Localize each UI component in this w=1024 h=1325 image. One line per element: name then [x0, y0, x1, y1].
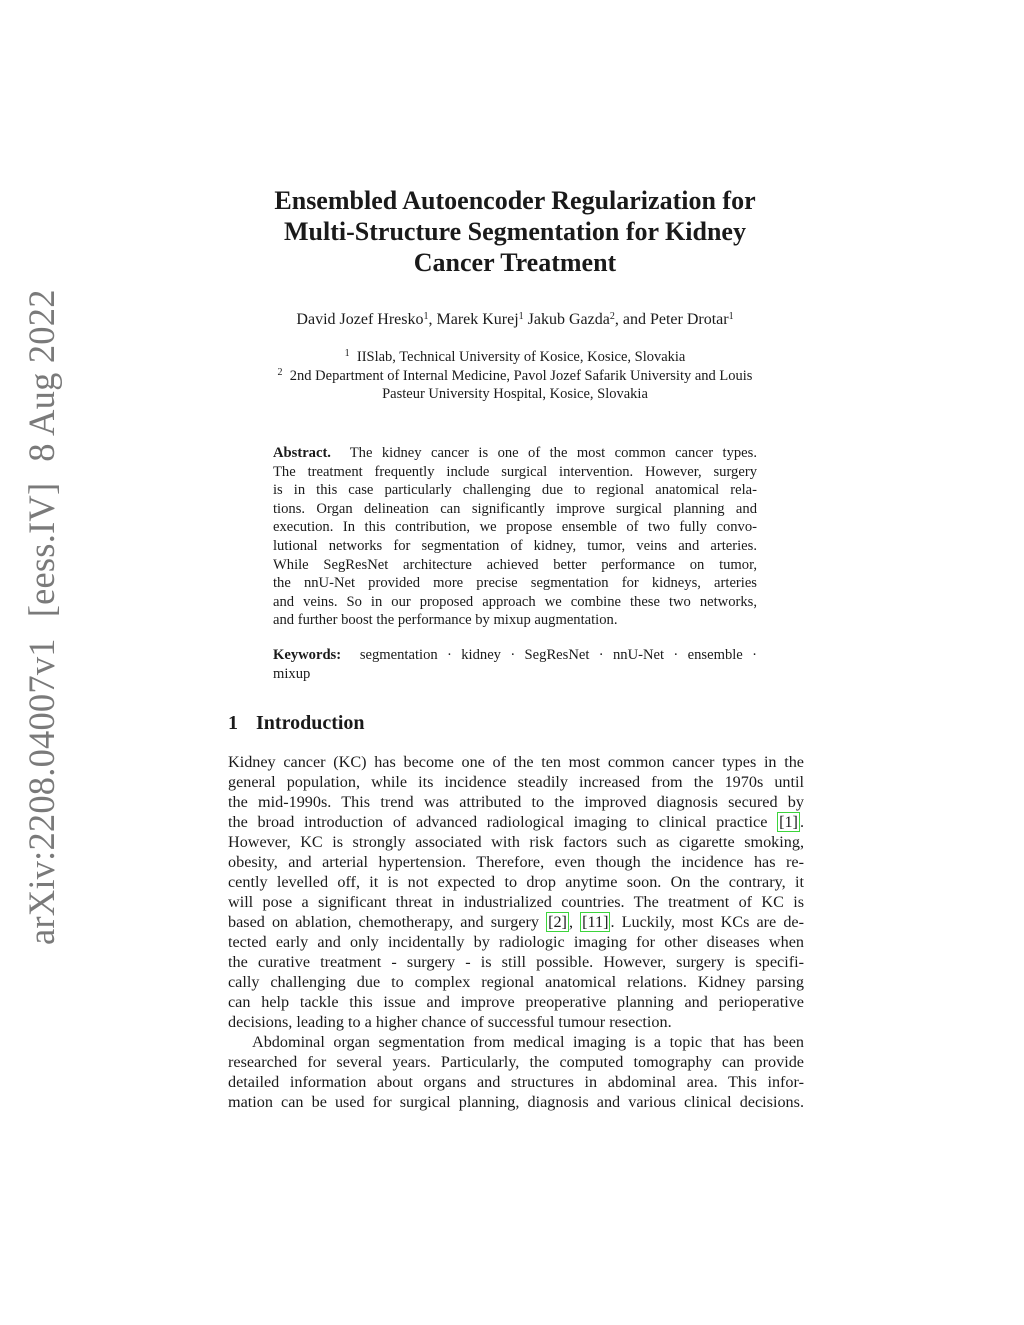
body-text: .	[799, 813, 804, 831]
body-line: detailed information about organs and structures in abdominal area. This infor-	[228, 1073, 804, 1091]
body-line: tected early and only incidentally by radiologic imaging for other diseases when	[228, 933, 804, 951]
affiliation-1	[220, 348, 810, 367]
abstract-line: and veins. So in our proposed approach we combine these two networks,	[273, 593, 757, 610]
body-line	[228, 812, 804, 832]
paper-title	[200, 185, 830, 278]
section-number: 1	[228, 712, 238, 734]
body-line: general population, while its incidence steadily increased from the 1970s until	[228, 773, 804, 791]
author-affil-mark: 2	[609, 311, 615, 322]
author-list	[230, 311, 800, 329]
author-affil-mark: 1	[728, 311, 734, 322]
author-affil-mark: 1	[518, 311, 524, 322]
body-line: the curative treatment - surgery - is still possible. However, surgery is specifi-	[228, 953, 804, 971]
abstract-label: Abstract.	[273, 445, 331, 461]
body-line: decisions, leading to a higher chance of successful tumour resection.	[228, 1013, 672, 1031]
affil-mark: 1	[344, 348, 350, 359]
title-line: Ensembled Autoencoder Regularization for	[274, 186, 756, 215]
body-line: cally challenging due to complex regional anatomical relations. Kidney parsing	[228, 973, 804, 991]
abstract-line: execution. In this contribution, we propose ensemble of two fully convo-	[273, 519, 757, 536]
abstract-line: and further boost the performance by mixup augmentation.	[273, 612, 618, 629]
citation-link[interactable]: [1]	[779, 813, 798, 831]
abstract-line: lutional networks for segmentation of kidney, tumor, veins and arteries.	[273, 537, 757, 554]
author-name: , Marek Kurej	[428, 311, 519, 328]
keywords-line	[273, 646, 757, 665]
arxiv-identifier	[20, 268, 63, 945]
title-line: Multi-Structure Segmentation for Kidney	[284, 217, 746, 246]
keywords-text: segmentation · kidney · SegResNet · nnU-Net · ensemble ·	[359, 647, 757, 663]
abstract-line: is in this case particularly challenging due to regional anatomical rela-	[273, 482, 757, 499]
affil-mark: 2	[277, 366, 283, 378]
abstract	[273, 444, 757, 630]
abstract-line: While SegResNet architecture achieved better performance on tumor,	[273, 556, 757, 573]
body-text: the broad introduction of advanced radiological imaging to clinical practice	[228, 813, 778, 831]
keywords-label: Keywords:	[273, 647, 342, 663]
title-line: Cancer Treatment	[413, 248, 617, 277]
abstract-line: The treatment frequently include surgical intervention. However, surgery	[273, 463, 757, 480]
body-line: Kidney cancer (KC) has become one of the ten most common cancer types in the	[228, 753, 804, 771]
body-text: based on ablation, chemotherapy, and surgery	[228, 913, 547, 931]
arxiv-id: arXiv:2208.04007v1	[21, 638, 62, 945]
affiliations	[220, 348, 810, 404]
body-line: cently levelled off, it is not expected to drop anytime soon. On the contrary, it	[228, 873, 804, 891]
body-line: will pose a significant threat in industrialized countries. The treatment of KC is	[228, 893, 804, 911]
body-line: can help tackle this issue and improve preoperative planning and perioperative	[228, 993, 804, 1011]
author-name: David Jozef Hresko	[296, 311, 424, 328]
affil-text: IISlab, Technical University of Kosice, Kosice, Slovakia	[356, 349, 686, 365]
body-line: However, KC is strongly associated with risk factors such as cigarette smoking,	[228, 833, 804, 851]
body-line: the mid-1990s. This trend was attributed to the improved diagnosis secured by	[228, 793, 804, 811]
author-affil-mark: 1	[423, 311, 429, 322]
section-heading	[228, 712, 365, 735]
abstract-text: The kidney cancer is one of the most common cancer types.	[349, 445, 757, 461]
body-line: mation can be used for surgical planning, diagnosis and various clinical decisions.	[228, 1093, 804, 1111]
abstract-line: tions. Organ delineation can significantly improve surgical planning and	[273, 500, 757, 517]
body-line: researched for several years. Particularly, the computed tomography can provide	[228, 1053, 804, 1071]
body-text: ,	[568, 913, 581, 931]
abstract-line: the nnU-Net provided more precise segmentation for kidneys, arteries	[273, 575, 757, 592]
arxiv-category: [eess.IV]	[21, 482, 62, 618]
citation-link[interactable]: [11]	[582, 913, 609, 931]
body-line: Abdominal organ segmentation from medical imaging is a topic that has been	[252, 1033, 804, 1051]
author-name: Jakub Gazda	[523, 311, 610, 328]
introduction-body	[228, 752, 804, 1112]
body-text: . Luckily, most KCs are de-	[610, 913, 804, 931]
affiliation-2	[220, 367, 810, 386]
keywords-line: mixup	[273, 665, 311, 682]
keywords	[273, 646, 757, 683]
arxiv-date: 8 Aug 2022	[21, 289, 62, 462]
author-name: , and Peter Drotar	[614, 311, 729, 328]
affiliation-2-cont: Pasteur University Hospital, Kosice, Slovakia	[382, 386, 648, 402]
abstract-line	[273, 444, 757, 463]
body-line: obesity, and arterial hypertension. Therefore, even though the incidence has re-	[228, 853, 804, 871]
citation-link[interactable]: [2]	[548, 913, 567, 931]
affil-text: 2nd Department of Internal Medicine, Pavol Jozef Safarik University and Louis	[289, 367, 753, 384]
body-line	[228, 912, 804, 932]
section-title: Introduction	[256, 712, 365, 734]
